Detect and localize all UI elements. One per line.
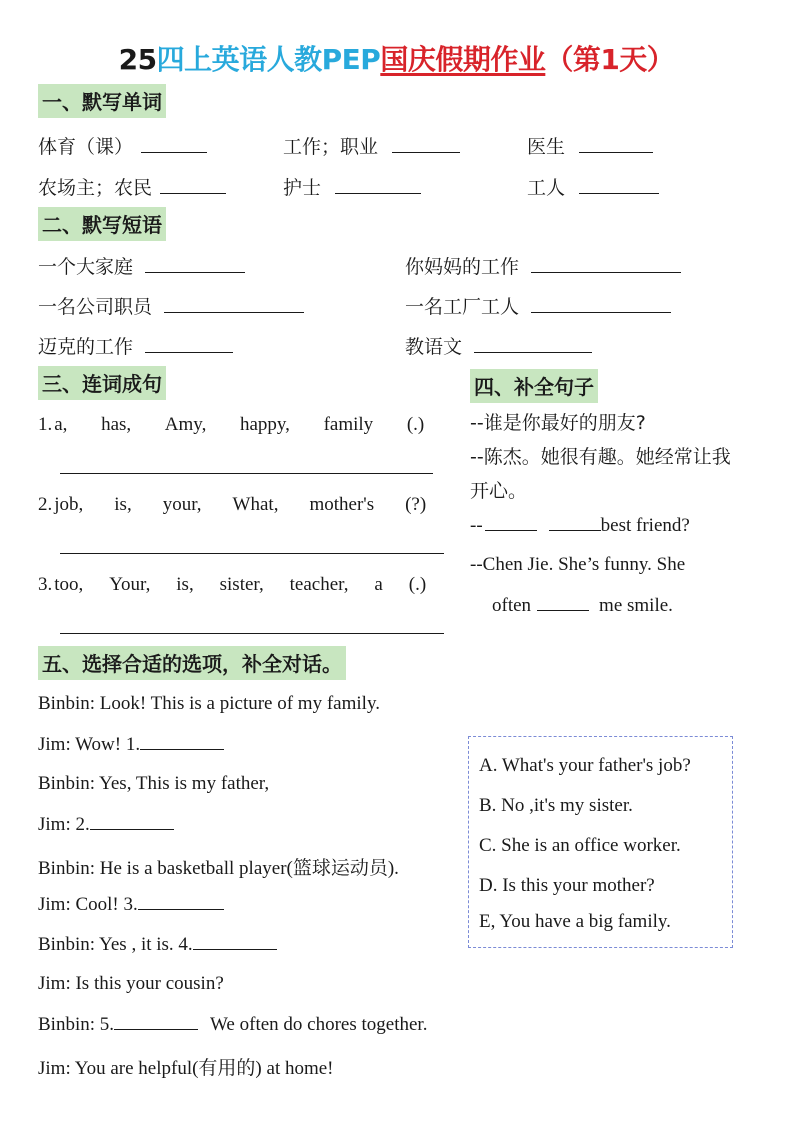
dialog-line-2: Jim: Wow! 1. (38, 733, 224, 756)
word-token: job, (54, 494, 84, 515)
phrase-item-6: 教语文 (405, 332, 592, 359)
answer-blank[interactable] (160, 177, 226, 194)
dialog-line-1: Binbin: Look! This is a picture of my family. (38, 693, 380, 714)
option-c: C. She is an office worker. (479, 835, 681, 856)
phrase-item-2: 你妈妈的工作 (405, 252, 681, 279)
word-token: What, (232, 494, 279, 515)
word-item-3: 医生 (527, 132, 653, 159)
word-token: family (323, 414, 374, 435)
answer-blank[interactable] (145, 336, 233, 353)
fill-line-answer: --Chen Jie. She’s funny. She (470, 554, 686, 575)
word-token: Your, (109, 574, 151, 595)
title-subject: 四上英语人教PEP (156, 43, 381, 76)
scramble-item-2: 2. job, is, your, What, mother's (?) (38, 494, 427, 515)
section3-heading: 三、连词成句 (38, 366, 166, 400)
answer-blank[interactable] (531, 256, 681, 273)
answer-blank[interactable] (579, 136, 653, 153)
section4-heading: 四、补全句子 (470, 369, 598, 403)
word-token: (.) (408, 574, 427, 595)
dialog-line-3: Binbin: Yes, This is my father, (38, 773, 270, 794)
section1-heading: 一、默写单词 (38, 84, 166, 118)
dialog-line-7: Binbin: Yes , it is. 4. (38, 933, 277, 956)
section2-heading: 二、默写短语 (38, 207, 166, 241)
dialog-line-6: Jim: Cool! 3. (38, 893, 224, 916)
answer-blank[interactable] (193, 933, 277, 950)
word-token: (?) (405, 494, 427, 515)
answer-blank[interactable] (549, 514, 601, 531)
answer-blank[interactable] (141, 136, 207, 153)
phrase-item-3: 一名公司职员 (38, 292, 304, 319)
word-token: teacher, (289, 574, 349, 595)
word-token: happy, (239, 414, 290, 435)
phrase-item-5: 迈克的工作 (38, 332, 233, 359)
cn-dialog-line-1: --谁是你最好的朋友? (470, 412, 646, 434)
word-item-1: 体育（课） (38, 132, 207, 159)
word-item-2: 工作；职业 (283, 132, 460, 159)
cn-dialog-line-2: --陈杰。她很有趣。她经常让我 (470, 446, 731, 468)
title-prefix: 25 (118, 43, 157, 76)
word-item-5: 护士 (283, 173, 421, 200)
answer-blank[interactable] (531, 296, 671, 313)
page-title (0, 38, 793, 78)
dialog-line-9: Binbin: 5. We often do chores together. (38, 1014, 428, 1035)
dialog-line-5: Binbin: He is a basketball player(篮球运动员). (38, 858, 399, 879)
fill-line-answer-2: often me smile. (492, 595, 673, 616)
answer-blank[interactable] (114, 1013, 198, 1030)
word-token: Amy, (164, 414, 207, 435)
word-token: your, (162, 494, 202, 515)
word-token: mother's (309, 494, 375, 515)
answer-blank[interactable] (579, 177, 659, 194)
answer-line[interactable] (60, 553, 444, 554)
answer-blank[interactable] (485, 514, 537, 531)
word-item-6: 工人 (527, 173, 659, 200)
scramble-item-1: 1. a, has, Amy, happy, family (.) (38, 414, 425, 435)
title-homework: 国庆假期作业 (380, 43, 546, 76)
word-token: sister, (219, 574, 264, 595)
word-token: (.) (406, 414, 425, 435)
scramble-item-3: 3. too, Your, is, sister, teacher, a (.) (38, 574, 427, 595)
answer-blank[interactable] (164, 296, 304, 313)
word-token: a, (54, 414, 68, 435)
section5-heading: 五、选择合适的选项，补全对话。 (38, 646, 346, 680)
answer-blank[interactable] (145, 256, 245, 273)
answer-blank[interactable] (474, 336, 592, 353)
word-token: a (374, 574, 383, 595)
answer-blank[interactable] (537, 594, 589, 611)
word-token: is, (114, 494, 132, 515)
answer-line[interactable] (60, 633, 444, 634)
word-token: is, (176, 574, 194, 595)
answer-blank[interactable] (392, 136, 460, 153)
title-day: （第1天） (545, 43, 675, 76)
answer-blank[interactable] (90, 813, 174, 830)
dialog-line-8: Jim: Is this your cousin? (38, 973, 224, 994)
answer-blank[interactable] (140, 733, 224, 750)
answer-line[interactable] (60, 473, 433, 474)
option-d: D. Is this your mother? (479, 875, 655, 896)
option-b: B. No ,it's my sister. (479, 795, 633, 816)
answer-blank[interactable] (335, 177, 421, 194)
phrase-item-1: 一个大家庭 (38, 252, 245, 279)
dialog-line-10: Jim: You are helpful(有用的) at home! (38, 1058, 334, 1079)
word-token: has, (101, 414, 132, 435)
dialog-line-4: Jim: 2. (38, 813, 174, 836)
option-e: E, You have a big family. (479, 911, 671, 932)
option-a: A. What's your father's job? (479, 755, 691, 776)
cn-dialog-line-3: 开心。 (470, 480, 528, 502)
phrase-item-4: 一名工厂工人 (405, 292, 671, 319)
word-item-4: 农场主；农民 (38, 173, 226, 200)
answer-blank[interactable] (138, 893, 224, 910)
word-token: too, (54, 574, 84, 595)
fill-line-question: -- best friend? (470, 515, 690, 536)
